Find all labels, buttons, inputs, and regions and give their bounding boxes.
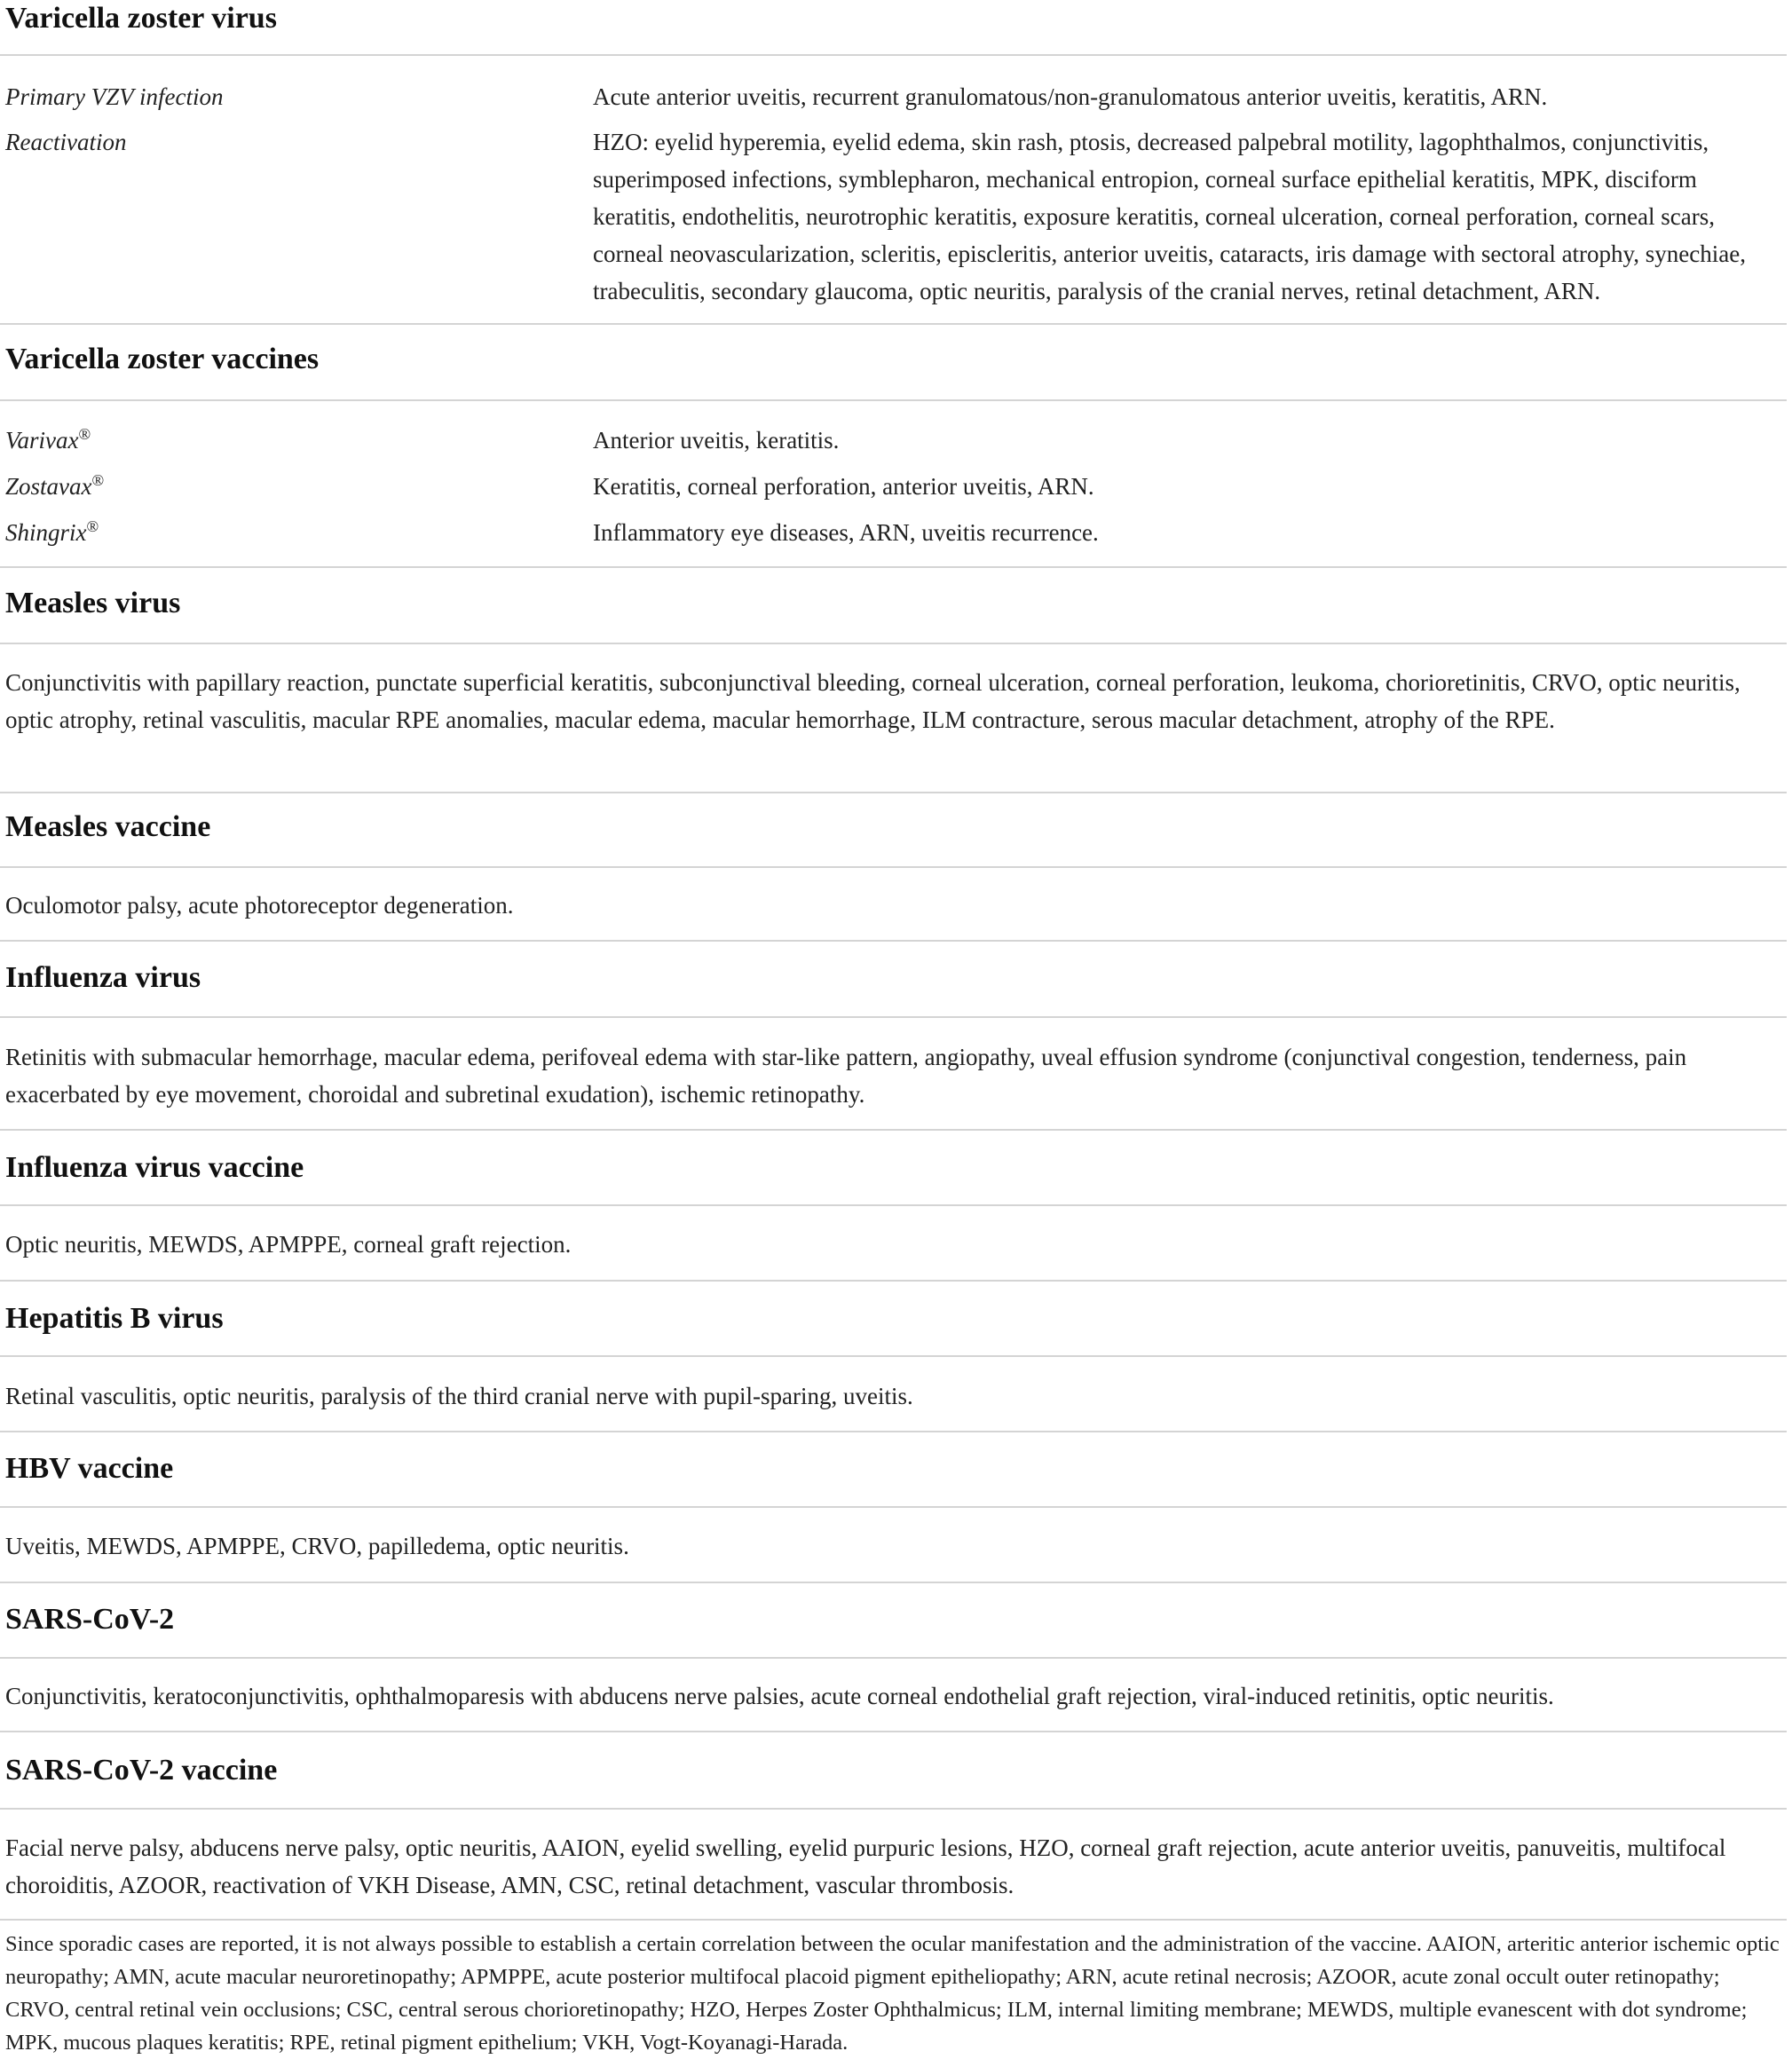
section-divider <box>0 792 1787 793</box>
section-divider <box>0 1582 1787 1583</box>
registered-mark: ® <box>91 471 105 489</box>
section-divider <box>0 1204 1787 1206</box>
section-divider <box>0 1731 1787 1732</box>
row-label: Reactivation <box>5 129 127 155</box>
section-divider <box>0 1129 1787 1131</box>
section-title: Hepatitis B virus <box>5 1302 224 1335</box>
section-text: Conjunctivitis, keratoconjunctivitis, ophthalmoparesis with abducens nerve palsies, acute corneal endothelial graft rejection, viral-induced retinitis, optic neuritis. <box>5 1683 1554 1709</box>
section-text: Retinitis with submacular hemorrhage, macular edema, perifoveal edema with star-like pattern, angiopathy, uveal effusion syndrome (conjunctival congestion, tenderness, pain exacerbated by eye movement, choroidal and subretinal exudation), ischemic retinopathy. <box>5 1044 1687 1108</box>
section-title: SARS-CoV-2 <box>5 1603 175 1636</box>
section-text: Uveitis, MEWDS, APMPPE, CRVO, papilledema, optic neuritis. <box>5 1533 629 1559</box>
section-divider <box>0 643 1787 644</box>
section-text: Oculomotor palsy, acute photoreceptor degeneration. <box>5 892 514 919</box>
section-title: SARS-CoV-2 vaccine <box>5 1754 278 1787</box>
section-divider <box>0 940 1787 942</box>
section-title: Measles virus <box>5 587 181 619</box>
row-label: Varivax <box>5 427 79 454</box>
section-text: Conjunctivitis with papillary reaction, punctate superficial keratitis, subconjunctival bleeding, corneal ulceration, corneal perforation, leukoma, chorioretinitis, CRVO, optic neuritis, optic atrophy, retinal vasculitis, macular RPE anomalies, macular edema, macular hemorrhage, ILM contracture, serous macular detachment, atrophy of the RPE. <box>5 669 1741 733</box>
row-value: Anterior uveitis, keratitis. <box>593 427 840 454</box>
section-divider <box>0 1506 1787 1508</box>
section-divider <box>0 1431 1787 1432</box>
section-divider <box>0 566 1787 568</box>
table-footnote: Since sporadic cases are reported, it is not always possible to establish a certain correlation between the ocular manifestation and the administration of the vaccine. AAION, arteritic anterior ischemic optic neuropathy; AMN, acute macular neuroretinopathy; APMPPE, acute posterior multifocal placoid pigment epitheliopathy; ARN, acute retinal necrosis; AZOOR, acute zonal occult outer retinopathy; CRVO, central retinal vein occlusions; CSC, central serous chorioretinopathy; HZO, Herpes Zoster Ophthalmicus; ILM, internal limiting membrane; MEWDS, multiple evanescent with dot syndrome; MPK, mucous plaques keratitis; RPE, retinal pigment epithelium; VKH, Vogt-Koyanagi-Harada. <box>5 1932 1780 2055</box>
section-divider <box>0 399 1787 401</box>
registered-mark: ® <box>78 425 91 443</box>
table-row <box>5 422 1787 459</box>
section-title: Influenza virus <box>5 961 201 994</box>
section-title: Varicella zoster vaccines <box>5 343 320 375</box>
row-label: Shingrix <box>5 519 87 546</box>
row-value: Acute anterior uveitis, recurrent granulomatous/non-granulomatous anterior uveitis, keratitis, ARN. <box>593 83 1548 110</box>
section-text: Facial nerve palsy, abducens nerve palsy, optic neuritis, AAION, eyelid swelling, eyelid purpuric lesions, HZO, corneal graft rejection, acute anterior uveitis, panuveitis, multifocal choroiditis, AZOOR, reactivation of VKH Disease, AMN, CSC, retinal detachment, vascular thrombosis. <box>5 1834 1726 1898</box>
section-divider <box>0 323 1787 325</box>
row-value: Inflammatory eye diseases, ARN, uveitis recurrence. <box>593 519 1099 546</box>
row-value: HZO: eyelid hyperemia, eyelid edema, skin rash, ptosis, decreased palpebral motility, lagophthalmos, conjunctivitis, superimposed infections, symblepharon, mechanical entropion, corneal surface epithelial keratitis, MPK, disciform keratitis, endothelitis, neurotrophic keratitis, exposure keratitis, corneal ulceration, corneal perforation, corneal scars, corneal neovascularization, scleritis, episcleritis, anterior uveitis, cataracts, iris damage with sectoral atrophy, synechiae, trabeculitis, secondary glaucoma, optic neuritis, paralysis of the cranial nerves, retinal detachment, ARN. <box>593 129 1746 304</box>
section-title: Influenza virus vaccine <box>5 1151 304 1184</box>
section-divider <box>0 1919 1787 1921</box>
table-row <box>5 468 1787 505</box>
section-divider <box>0 1808 1787 1810</box>
section-divider <box>0 866 1787 868</box>
table-row <box>5 123 1787 310</box>
table-row <box>5 514 1787 551</box>
section-divider <box>0 1280 1787 1282</box>
section-divider <box>0 1016 1787 1018</box>
row-label: Zostavax <box>5 473 92 500</box>
section-text: Optic neuritis, MEWDS, APMPPE, corneal graft rejection. <box>5 1231 572 1258</box>
row-value: Keratitis, corneal perforation, anterior uveitis, ARN. <box>593 473 1094 500</box>
section-divider <box>0 54 1787 56</box>
row-label: Primary VZV infection <box>5 83 224 110</box>
section-title: HBV vaccine <box>5 1452 174 1485</box>
section-text: Retinal vasculitis, optic neuritis, paralysis of the third cranial nerve with pupil-sparing, uveitis. <box>5 1383 913 1409</box>
section-title: Measles vaccine <box>5 810 211 843</box>
section-title: Varicella zoster virus <box>5 2 277 35</box>
registered-mark: ® <box>86 517 99 535</box>
table-row <box>5 78 1787 115</box>
section-divider <box>0 1657 1787 1659</box>
section-divider <box>0 1355 1787 1357</box>
